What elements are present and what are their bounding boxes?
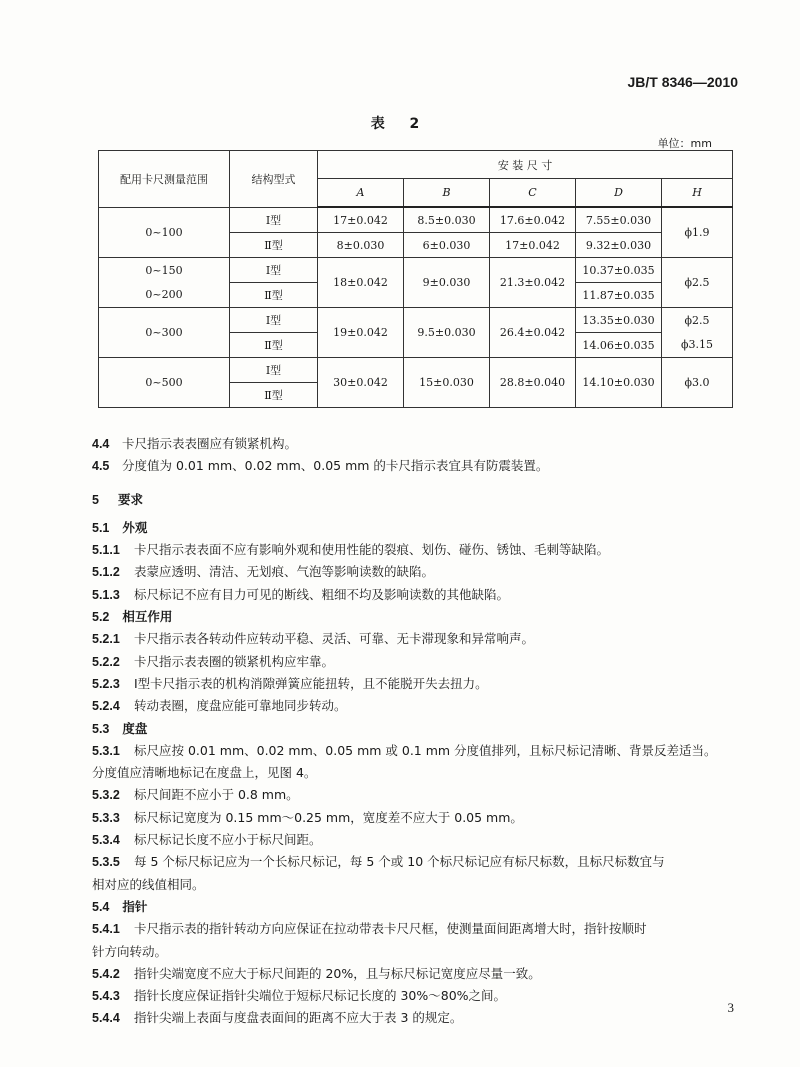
clause-number: 5.3.1 xyxy=(92,743,120,758)
clause-number: 5.3.3 xyxy=(92,810,120,825)
range-cell: 0~500 xyxy=(99,358,230,408)
header-col-d: D xyxy=(576,179,662,208)
clause-5-1-3 xyxy=(92,584,742,606)
value-cell: 8±0.030 xyxy=(318,233,404,258)
table-title: 表 2 xyxy=(370,116,430,132)
page-number: 3 xyxy=(727,1000,734,1015)
clause-5-3-1-cont: 分度值应清晰地标记在度盘上，见图 4。 xyxy=(92,765,317,781)
clause-text: Ⅰ型卡尺指示表的机构消隙弹簧应能扭转，且不能脱开失去扭力。 xyxy=(133,675,488,691)
h-cell: ϕ3.0 xyxy=(662,358,733,408)
clause-number: 5.2.3 xyxy=(92,676,120,691)
clause-text: 分度值为 0.01 mm、0.02 mm、0.05 mm 的卡尺指示表宜具有防震装置。 xyxy=(121,458,549,474)
clause-5-4-2 xyxy=(92,963,742,985)
clause-text: 每 5 个标尺标记应为一个长标尺标记，每 5 个或 10 个标尺标记应有标尺标数，且标尺标数宜与 xyxy=(133,854,665,870)
type-cell: Ⅰ型 xyxy=(230,258,318,283)
section-title: 相互作用 xyxy=(122,609,173,625)
value-cell: 13.35±0.030 xyxy=(576,308,662,333)
section-5-4-heading xyxy=(92,896,742,918)
range-cell: 0~150 xyxy=(99,258,230,283)
h-cell: ϕ1.9 xyxy=(662,207,733,258)
clause-4-5 xyxy=(92,455,742,477)
clause-text: 卡尺指示表表圈的锁紧机构应牢靠。 xyxy=(133,653,334,669)
header-col-a: A xyxy=(318,179,404,208)
spacer xyxy=(92,478,742,489)
section-title: 指针 xyxy=(122,898,148,914)
clause-text: 卡尺指示表各转动件应转动平稳、灵活、可靠、无卡滞现象和异常响声。 xyxy=(133,631,534,647)
clause-number: 5.1.1 xyxy=(92,543,120,558)
header-col-c: C xyxy=(490,179,576,208)
range-cell: 0~100 xyxy=(99,207,230,258)
section-number: 5.1 xyxy=(92,520,110,535)
clause-text: 卡尺指示表表面不应有影响外观和使用性能的裂痕、划伤、碰伤、锈蚀、毛刺等缺陷。 xyxy=(133,542,609,558)
clause-text: 指针长度应保证指针尖端位于短标尺标记长度的 30%～80%之间。 xyxy=(133,988,507,1004)
section-number: 5.2 xyxy=(92,610,110,625)
section-title: 外观 xyxy=(122,519,148,535)
clause-number: 5.2.4 xyxy=(92,699,120,714)
h-cell: ϕ3.15 xyxy=(662,333,733,358)
clause-text: 标尺应按 0.01 mm、0.02 mm、0.05 mm 或 0.1 mm 分度值排列，且标尺标记清晰、背景反差适当。 xyxy=(133,742,717,758)
clause-text: 指针尖端宽度不应大于标尺间距的 20%，且与标尺标记宽度应尽量一致。 xyxy=(133,965,541,981)
value-cell: 19±0.042 xyxy=(318,308,404,358)
header-col-h: H xyxy=(662,179,733,208)
clause-number: 5.3.5 xyxy=(92,855,120,870)
value-cell: 26.4±0.042 xyxy=(490,308,576,358)
header-structure-type: 结构型式 xyxy=(230,151,318,208)
value-cell: 9±0.030 xyxy=(404,258,490,308)
section-5-1-heading xyxy=(92,517,742,539)
clause-number: 5.3.4 xyxy=(92,833,120,848)
section-title: 度盘 xyxy=(122,720,148,736)
value-cell: 21.3±0.042 xyxy=(490,258,576,308)
type-cell: Ⅱ型 xyxy=(230,233,318,258)
clause-5-3-5-cont: 相对应的线值相同。 xyxy=(92,876,205,892)
clause-5-4-4 xyxy=(92,1007,742,1029)
table-row xyxy=(99,308,733,333)
clause-5-3-3 xyxy=(92,807,742,829)
clause-5-4-1 xyxy=(92,918,742,940)
h-cell: ϕ2.5 xyxy=(662,258,733,308)
table-row xyxy=(99,207,733,233)
value-cell: 9.32±0.030 xyxy=(576,233,662,258)
section-number: 5.3 xyxy=(92,721,110,736)
clause-5-1-1 xyxy=(92,539,742,561)
value-cell: 7.55±0.030 xyxy=(576,207,662,233)
clause-number: 5.4.3 xyxy=(92,989,120,1004)
section-5-3-heading xyxy=(92,718,742,740)
document-code: JB/T 8346—2010 xyxy=(627,74,738,90)
type-cell: Ⅰ型 xyxy=(230,358,318,383)
type-cell: Ⅱ型 xyxy=(230,333,318,358)
value-cell: 28.8±0.040 xyxy=(490,358,576,408)
clause-number: 5.4.2 xyxy=(92,966,120,981)
section-number: 5.4 xyxy=(92,899,110,914)
header-measuring-range: 配用卡尺测量范围 xyxy=(99,151,230,208)
section-title: 要求 xyxy=(118,491,144,507)
type-cell: Ⅱ型 xyxy=(230,283,318,308)
clause-5-2-2 xyxy=(92,651,742,673)
section-5-2-heading xyxy=(92,606,742,628)
value-cell: 14.10±0.030 xyxy=(576,358,662,408)
table-unit: 单位：mm xyxy=(657,137,712,150)
clause-text: 卡尺指示表表圈应有锁紧机构。 xyxy=(121,436,297,451)
value-cell: 15±0.030 xyxy=(404,358,490,408)
header-col-b: B xyxy=(404,179,490,208)
clause-number: 5.3.2 xyxy=(92,788,120,803)
clause-text: 标尺间距不应小于 0.8 mm。 xyxy=(133,787,299,803)
clause-5-3-2 xyxy=(92,784,742,806)
type-cell: Ⅱ型 xyxy=(230,383,318,408)
value-cell: 17±0.042 xyxy=(318,207,404,233)
section-5-heading xyxy=(92,489,742,511)
clause-number: 4.4 xyxy=(92,437,110,451)
clause-number: 5.4.1 xyxy=(92,922,120,937)
section-number: 5 xyxy=(92,492,99,507)
clause-number: 5.4.4 xyxy=(92,1011,120,1026)
clause-4-4 xyxy=(92,433,742,455)
clause-5-3-5 xyxy=(92,851,742,873)
value-cell: 14.06±0.035 xyxy=(576,333,662,358)
value-cell: 18±0.042 xyxy=(318,258,404,308)
value-cell: 17.6±0.042 xyxy=(490,207,576,233)
installation-dimensions-table xyxy=(98,150,733,408)
clause-text: 标尺标记长度不应小于标尺间距。 xyxy=(133,832,322,848)
clause-5-4-1-cont: 针方向转动。 xyxy=(92,943,168,959)
clause-text: 转动表圈，度盘应能可靠地同步转动。 xyxy=(133,698,347,714)
clause-5-2-1 xyxy=(92,628,742,650)
clause-number: 5.1.2 xyxy=(92,565,120,580)
clause-text: 指针尖端上表面与度盘表面间的距离不应大于表 3 的规定。 xyxy=(133,1010,463,1026)
clause-5-3-4 xyxy=(92,829,742,851)
table-row xyxy=(99,358,733,383)
range-cell: 0~300 xyxy=(99,308,230,358)
clause-5-4-3 xyxy=(92,985,742,1007)
type-cell: Ⅰ型 xyxy=(230,308,318,333)
table-row xyxy=(99,258,733,283)
clause-5-3-1 xyxy=(92,740,742,762)
value-cell: 17±0.042 xyxy=(490,233,576,258)
value-cell: 8.5±0.030 xyxy=(404,207,490,233)
header-installation-dimensions: 安 装 尺 寸 xyxy=(318,151,733,179)
clause-text: 标尺标记宽度为 0.15 mm～0.25 mm，宽度差不应大于 0.05 mm。 xyxy=(133,809,523,825)
clause-number: 5.1.3 xyxy=(92,587,120,602)
clause-text: 卡尺指示表的指针转动方向应保证在拉动带表卡尺尺框，使测量面间距离增大时，指针按顺时 xyxy=(133,921,647,937)
h-cell: ϕ2.5 xyxy=(662,308,733,333)
value-cell: 9.5±0.030 xyxy=(404,308,490,358)
clause-number: 5.2.2 xyxy=(92,654,120,669)
value-cell: 6±0.030 xyxy=(404,233,490,258)
value-cell: 30±0.042 xyxy=(318,358,404,408)
document-body xyxy=(92,433,742,1030)
clause-5-2-3 xyxy=(92,673,742,695)
clause-5-1-2 xyxy=(92,561,742,583)
clause-number: 5.2.1 xyxy=(92,632,120,647)
type-cell: Ⅰ型 xyxy=(230,207,318,233)
clause-text: 标尺标记不应有目力可见的断线、粗细不均及影响读数的其他缺陷。 xyxy=(133,586,509,602)
value-cell: 10.37±0.035 xyxy=(576,258,662,283)
clause-5-2-4 xyxy=(92,695,742,717)
clause-text: 表蒙应透明、清洁、无划痕、气泡等影响读数的缺陷。 xyxy=(133,564,434,580)
value-cell: 11.87±0.035 xyxy=(576,283,662,308)
clause-number: 4.5 xyxy=(92,459,110,474)
range-cell: 0~200 xyxy=(99,283,230,308)
